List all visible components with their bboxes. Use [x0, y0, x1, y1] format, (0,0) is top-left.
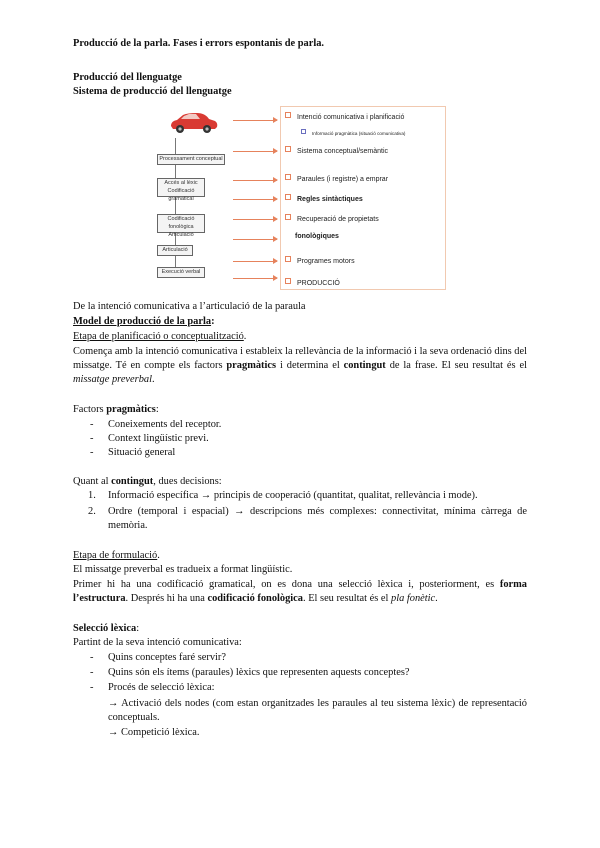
- diagram-label: PRODUCCIÓ: [285, 278, 340, 288]
- model-title: Model de producció de la parla:: [73, 316, 215, 327]
- paragraph-encoding: Primer hi ha una codificació gramatical, on es dona una selecció lèxica i, posteriorment, es forma l’estructura. Després hi ha una codificació fonològica. El seu resultat és el pla fonètic.: [73, 579, 527, 604]
- square-bullet-icon: [285, 146, 291, 152]
- section-title: Producció del llenguatge: [73, 72, 182, 83]
- square-bullet-icon: [285, 194, 291, 200]
- lexical-intro: Partint de la seva intenció comunicativa:: [73, 637, 242, 648]
- document-page: Producció de la parla. Fases i errors espontanis de parla. Producció del llenguatge Sistema de producció del llenguatge Processament conceptual Accés al lèxic Codificació gramatical Codificació fonològica Articulació Articulació Execució verbal Intenció comunicativa i planificació Informació pragmàtica (situació comunicativa) Sistema conceptual/semàntic Paraules (i registre) a emprar Regles sintàctiques Recuperació de propietats fonològiques Programes motors PRODUCCIÓ De la intenció comunicativa a l’articulació de la paraula Model de producció de la parla: Etapa de planificació o conceptualització. Comença amb la intenció comunicativa i estableix la rellevància de la informació i la seva ordenació dins del missatge. Té en compte els factors pragmàtics i determina el contingut de la frase. El seu resultat és el missatge preverbal. Factors pragmàtics: - Coneixements del receptor. - Context lingüístic previ. - Situació general Quant al contingut, dues decisions: 1. Informació específica → principis de cooperació (quantitat, qualitat, rellevància i mode). 2. Ordre (temporal i espacial) → descripcions més complexes: connectivitat, mínima càrrega de memòria. Etapa de formulació. El missatge preverbal es tradueix a format lingüístic. Primer hi ha una codificació gramatical, on es dona una selecció lèxica i, posteriorment, es forma l’estructura. Després hi ha una codificació fonològica. El seu resultat és el pla fonètic. Selecció lèxica: Partint de la seva intenció comunicativa: - Quins conceptes faré servir? - Quins són els ítems (paraules) lèxics que representen aquests conceptes? - Procés de selecció lèxica: → Activació dels nodes (com estan organitzades les paraules al teu sistema lèxic) de representació conceptuals. → Competició lèxica.: [73, 38, 527, 738]
- stage2-title: Etapa de formulació.: [73, 550, 160, 561]
- paragraph-planning: Comença amb la intenció comunicativa i estableix la rellevància de la informació i la seva ordenació dins del missatge. Té en compte els factors pragmàtics i determina el contingut de la frase. El seu resultat és el missatge preverbal.: [73, 346, 527, 385]
- diagram-label: Recuperació de propietats: [285, 214, 379, 224]
- content-heading: Quant al contingut, dues decisions:: [73, 476, 222, 487]
- figure-caption: De la intenció comunicativa a l’articulació de la paraula: [73, 301, 306, 312]
- diagram-label: Programes motors: [285, 256, 355, 266]
- sub-item: → Competició lèxica.: [108, 727, 200, 738]
- diagram-box-conceptual: Processament conceptual: [157, 154, 225, 165]
- square-bullet-icon: [301, 129, 306, 134]
- diagram-label: Paraules (i registre) a emprar: [285, 174, 388, 184]
- document-title: Producció de la parla. Fases i errors espontanis de parla.: [73, 38, 325, 49]
- sub-item: → Activació dels nodes (com estan organitzades les paraules al teu sistema lèxic) de representació conceptuals.: [108, 698, 527, 723]
- stage1-title: Etapa de planificació o conceptualització.: [73, 331, 247, 342]
- diagram-box-lexic: Accés al lèxic Codificació gramatical: [157, 178, 205, 197]
- diagram-box-articulation: Articulació: [157, 245, 193, 256]
- diagram-arrow: [233, 151, 277, 152]
- diagram-label: Regles sintàctiques: [285, 194, 363, 204]
- section-subtitle: Sistema de producció del llenguatge: [73, 86, 232, 97]
- paragraph-formulation: El missatge preverbal es tradueix a format lingüístic.: [73, 564, 293, 575]
- car-image: [167, 110, 219, 136]
- diagram-label: fonològiques: [295, 233, 339, 240]
- diagram-box-execution: Execució verbal: [157, 267, 205, 278]
- diagram-arrow: [233, 199, 277, 200]
- diagram-arrow: [233, 120, 277, 121]
- production-diagram: [155, 104, 447, 292]
- diagram-arrow: [233, 180, 277, 181]
- square-bullet-icon: [285, 278, 291, 284]
- lexical-title: Selecció lèxica:: [73, 623, 140, 634]
- square-bullet-icon: [285, 256, 291, 262]
- diagram-arrow: [233, 278, 277, 279]
- square-bullet-icon: [285, 174, 291, 180]
- diagram-arrow: [233, 261, 277, 262]
- diagram-sublabel: Informació pragmàtica (situació comunicativa): [301, 129, 405, 138]
- diagram-box-phonological: Codificació fonològica Articulació: [157, 214, 205, 233]
- square-bullet-icon: [285, 112, 291, 118]
- factors-heading: Factors pragmàtics:: [73, 404, 159, 415]
- diagram-label: Sistema conceptual/semàntic: [285, 146, 388, 156]
- diagram-arrow: [233, 239, 277, 240]
- square-bullet-icon: [285, 214, 291, 220]
- diagram-label: Intenció comunicativa i planificació: [285, 112, 404, 122]
- diagram-arrow: [233, 219, 277, 220]
